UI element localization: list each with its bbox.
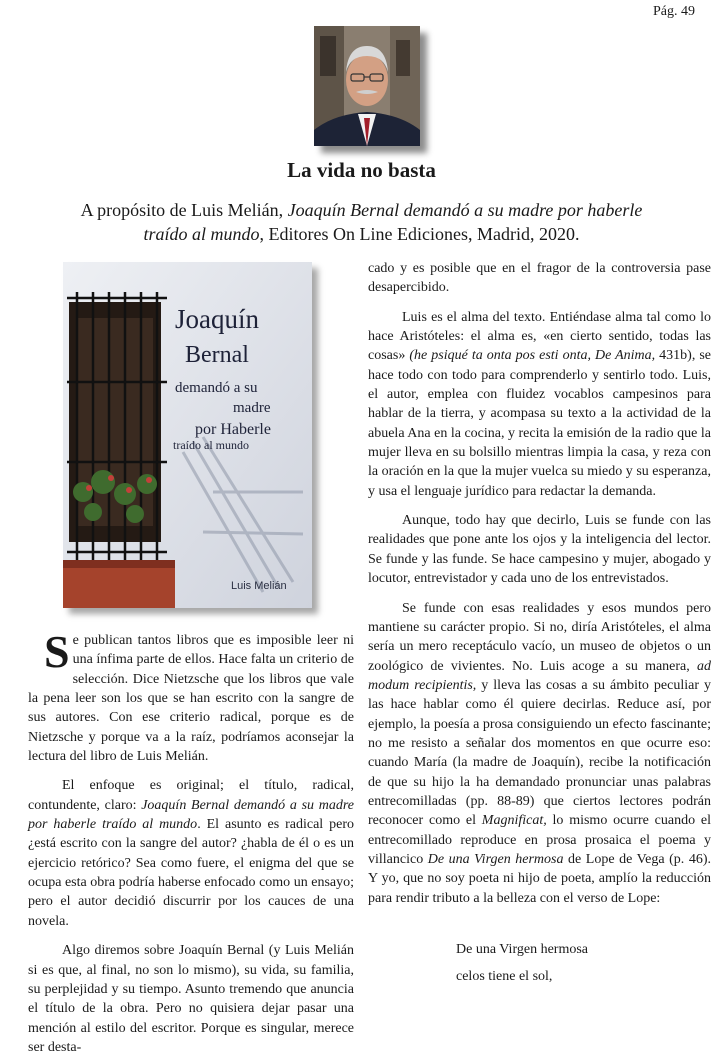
paragraph-2: [28, 776, 354, 931]
paragraph-2-italic: Joaquín Bernal demandó a su madre por haberle traído al mundo: [28, 797, 355, 833]
article-title: La vida no basta: [287, 158, 436, 182]
paragraph-6-text-d: de Lope de Vega (p. 46). Y yo, que no soy poeta ni hijo de poeta, amplío la reducción para rendir tributo a la belleza con el verso de Lope:: [368, 851, 711, 906]
cover-line-6: traído al mundo: [173, 438, 249, 452]
paragraph-6-text-a: Se funde con esas realidades y esos mundos pero mantiene su carácter propio. Si no, diría Aristóteles, el alma sería un mero receptáculo vacío, un museo de objetos o un zoológico de vivientes. No. Luis acoge a su manera,: [368, 600, 711, 674]
subtitle-part2: , Editores On Line Ediciones, Madrid, 2020.: [259, 224, 580, 244]
verse-line-1: De una Virgen hermosa: [456, 942, 588, 957]
cover-line-2: Bernal: [185, 342, 249, 368]
paragraph-5: Aunque, todo hay que decirlo, Luis se funde con las realidades que pone ante los ojos y la inteligencia del lector. Se funde y las funde. Se hace campesino y mujer, abogado y locutor, entrevistador y cada uno de los entrevistados.: [368, 513, 711, 587]
paragraph-continued: cado y es posible que en el fragor de la controversia pase desapercibido.: [368, 261, 711, 296]
paragraph-2-text-a: El enfoque es original; el título, radical, contundente, claro:: [28, 778, 354, 813]
paragraph-1: [28, 626, 354, 766]
paragraph-6: [368, 599, 711, 909]
paragraph-4-italic: (he psiqué ta onta pos esti onta, De Anima,: [409, 348, 656, 364]
verse-line-2: celos tiene el sol,: [456, 969, 553, 985]
paragraph-6-italic-3: De una Virgen hermosa: [427, 851, 564, 867]
paragraph-2-text-b: . El asunto es radical pero ¿está escrito con la sangre del autor? ¿habla de él o es un ejercicio retórico? Sea como fuere, el enigma del que se ocupa esta obra podría haberse enfocado como un ensayo; pero el autor decidió discurrir por los cauces de una novela.: [28, 817, 354, 929]
drop-cap: S: [44, 626, 70, 677]
portrait-image: [314, 26, 420, 146]
paragraph-6-italic-2: Magnificat,: [481, 813, 547, 829]
right-column: [368, 259, 711, 995]
paragraph-4-text-b: 431b), se hace todo con todo para comprenderlo y sentirlo todo. Luis, el autor, emplea con fluidez vocablos campesinos para hablar de la tierra, y acompasa su texto a la actividad de la abuela Ana en la cocina, y recita la emisión de la radio que la mujer lleva en su bolsillo mientras limpia la casa, y reza con la oración en la que la mujer vuelca su miedo y su esperanza, y usa el lenguaje jurídico para redactar la demanda.: [368, 348, 712, 499]
cover-line-1: Joaquín: [175, 304, 259, 334]
paragraph-6-text-b: y lleva las cosas a su ámbito peculiar y las hace hablar como él quiere decirlas. Reduce así, por ejemplo, la poesía a prosa consiguiendo un efecto fascinante; no me resisto a señalar dos momentos en que ocurre eso: cuando María (la madre de Joaquín), recibe la notificación de que su hijo la ha demandado pronunciar unas palabras entrecomilladas (pp. 88-89) que ciertos lectores podrán reconocer como el: [368, 677, 711, 829]
book-cover-image: [63, 262, 312, 608]
subtitle-book-title: Joaquín Bernal demandó a su madre por haberle traído al mundo: [143, 200, 643, 244]
cover-author: Luis Melián: [231, 580, 287, 592]
book-cover: [63, 262, 312, 608]
cover-line-4: madre: [233, 400, 271, 416]
left-column: [28, 626, 355, 1057]
cover-line-5: por Haberle: [195, 421, 271, 438]
page-number: Pág. 49: [653, 4, 695, 19]
paragraph-4: [368, 308, 711, 501]
cover-line-3: demandó a su: [175, 380, 258, 396]
paragraph-6-text-c: lo mismo ocurre cuando el entrecomillado reproduce en prosa prosaica el poema y villancico: [368, 813, 711, 867]
paragraph-3: Algo diremos sobre Joaquín Bernal (y Luis Melián si es que, al final, no son lo mismo), su vida, su familia, su perplejidad y su tiempo. Asunto tremendo que anuncia el título de la obra. Pero no quisiera dejar pasar una mención al estilo del escritor. Porque es singular, merece ser desta-: [28, 943, 354, 1055]
author-portrait: [314, 26, 420, 146]
subtitle-part1: A propósito de Luis Melián,: [80, 200, 288, 220]
article-subtitle: [60, 198, 663, 246]
paragraph-6-italic-1: ad modum recipientis,: [368, 658, 711, 693]
paragraph-1-text: e publican tantos libros que es imposible leer ni una ínfima parte de ellos. Hace falta un criterio de selección. Dice Nietzsche que los libros que vale la pena leer son los que se han escrito con la sangre de sus autores. Con ese criterio radical, porque es de Nietzsche y porque va a la raíz, podríamos aconsejar la lectura del libro de Luis Melián.: [28, 633, 354, 765]
verse-block: [368, 940, 711, 987]
paragraph-4-text-a: Luis es el alma del texto. Entiéndase alma tal como lo hace Aristóteles: el alma es, «en cierto sentido, todas las cosas»: [368, 309, 711, 364]
